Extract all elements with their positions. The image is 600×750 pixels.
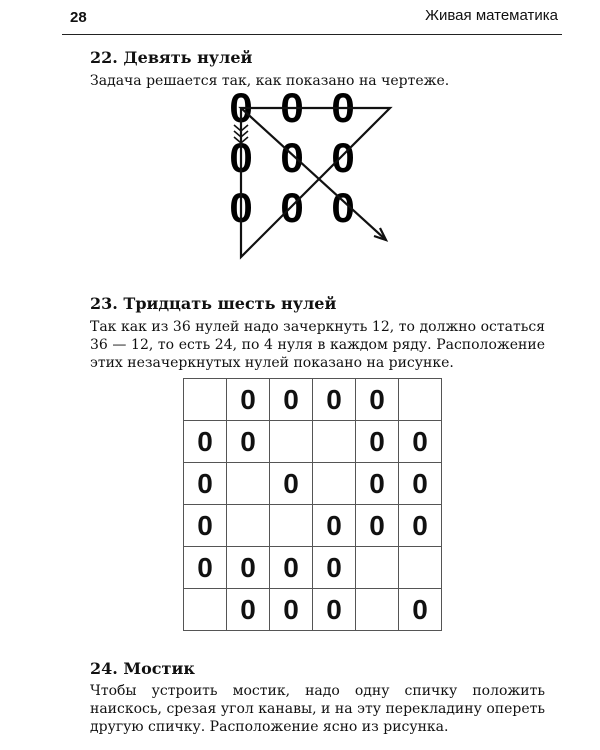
nine-zeros-diagram bbox=[222, 92, 402, 262]
zero-digit: 0 bbox=[280, 92, 304, 131]
grid-cell bbox=[313, 463, 356, 505]
grid-cell: 0 bbox=[313, 589, 356, 631]
page-number: 28 bbox=[70, 9, 87, 26]
zero-digit: 0 bbox=[229, 184, 253, 231]
zero-grid bbox=[183, 378, 442, 631]
grid-cell: 0 bbox=[313, 505, 356, 547]
grid-cell: 0 bbox=[184, 505, 227, 547]
grid-cell bbox=[184, 379, 227, 421]
grid-row bbox=[184, 463, 442, 505]
grid-cell: 0 bbox=[399, 505, 442, 547]
grid-cell: 0 bbox=[227, 421, 270, 463]
grid-row bbox=[184, 379, 442, 421]
grid-cell: 0 bbox=[356, 379, 399, 421]
grid-row bbox=[184, 421, 442, 463]
grid-cell: 0 bbox=[356, 463, 399, 505]
grid-cell: 0 bbox=[227, 589, 270, 631]
grid-cell: 0 bbox=[270, 547, 313, 589]
grid-cell bbox=[313, 421, 356, 463]
zero-digit: 0 bbox=[280, 184, 304, 231]
grid-cell bbox=[356, 547, 399, 589]
grid-cell: 0 bbox=[399, 589, 442, 631]
grid-cell: 0 bbox=[356, 421, 399, 463]
zero-digit: 0 bbox=[331, 134, 355, 181]
grid-cell: 0 bbox=[270, 379, 313, 421]
grid-cell bbox=[184, 589, 227, 631]
grid-cell bbox=[227, 505, 270, 547]
section-22-title: 22. Девять нулей bbox=[90, 48, 253, 67]
section-23-text: Так как из 36 нулей надо зачеркнуть 12, то должно остаться 36 — 12, то есть 24, по 4 нуля в каждом ряду. Расположение этих незачеркнутых нулей показано на рисунке. bbox=[90, 319, 545, 371]
grid-cell: 0 bbox=[184, 547, 227, 589]
section-24-text: Чтобы устроить мостик, надо одну спичку положить наискось, срезая угол канавы, и на эту перекладину опереть другую спичку. Расположение ясно из рисунка. bbox=[90, 683, 545, 735]
grid-cell: 0 bbox=[356, 505, 399, 547]
section-23-title: 23. Тридцать шесть нулей bbox=[90, 294, 337, 313]
zero-digit: 0 bbox=[280, 134, 304, 181]
page-header bbox=[62, 0, 562, 35]
grid-cell: 0 bbox=[227, 547, 270, 589]
grid-cell bbox=[270, 505, 313, 547]
grid-cell bbox=[356, 589, 399, 631]
grid-cell: 0 bbox=[184, 421, 227, 463]
grid-row bbox=[184, 547, 442, 589]
grid-cell: 0 bbox=[399, 463, 442, 505]
crossing-path bbox=[241, 108, 390, 257]
grid-cell: 0 bbox=[313, 547, 356, 589]
grid-cell: 0 bbox=[270, 463, 313, 505]
grid-cell bbox=[270, 421, 313, 463]
grid-row bbox=[184, 505, 442, 547]
zero-digit: 0 bbox=[229, 134, 253, 181]
zero-digit: 0 bbox=[229, 92, 253, 131]
running-title: Живая математика bbox=[425, 7, 558, 24]
grid-cell bbox=[227, 463, 270, 505]
zero-grid-figure bbox=[183, 378, 442, 631]
zero-digit: 0 bbox=[331, 184, 355, 231]
grid-row bbox=[184, 589, 442, 631]
grid-cell: 0 bbox=[399, 421, 442, 463]
grid-cell: 0 bbox=[270, 589, 313, 631]
section-22-text: Задача решается так, как показано на чертеже. bbox=[90, 73, 450, 89]
grid-cell bbox=[399, 379, 442, 421]
zero-digit: 0 bbox=[331, 92, 355, 131]
grid-cell: 0 bbox=[184, 463, 227, 505]
section-24-title: 24. Мостик bbox=[90, 659, 195, 678]
grid-cell: 0 bbox=[227, 379, 270, 421]
grid-cell: 0 bbox=[313, 379, 356, 421]
grid-cell bbox=[399, 547, 442, 589]
